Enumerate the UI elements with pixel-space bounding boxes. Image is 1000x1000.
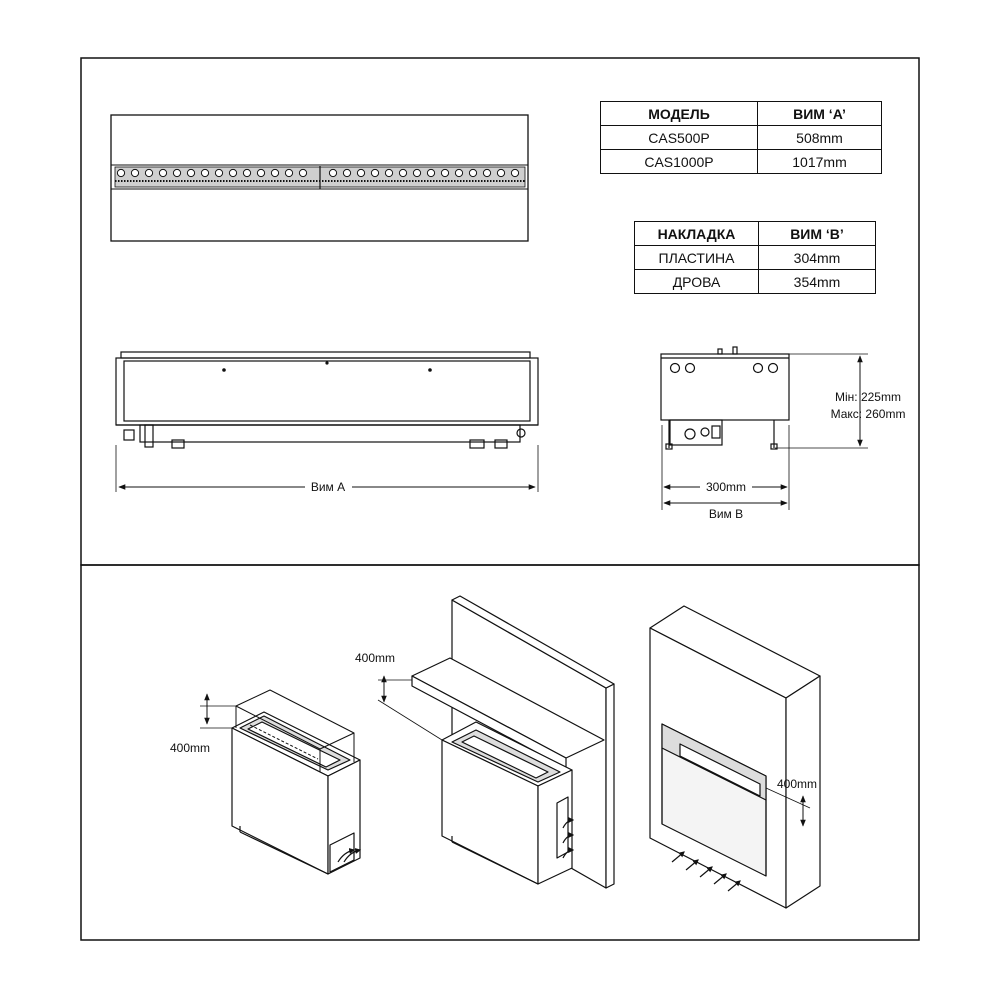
dim-b-header: ВИМ ‘B’ [759,222,876,246]
clearance-1-label: 400mm [170,741,211,755]
side-view-insert [661,347,868,510]
clearance-2-tick-bottom [378,700,442,740]
install-freestanding [232,690,360,874]
height-max-label: Макс: 260mm [830,407,906,421]
top-view-insert [111,115,528,241]
height-min-label: Мін: 225mm [835,390,901,404]
dim-a-cell: 1017mm [758,150,882,174]
overlay-header: НАКЛАДКА [635,222,759,246]
overlay-table [634,221,876,294]
install-wall-shelf [412,596,614,888]
depth-label: 300mm [705,480,747,494]
clearance-2-label: 400mm [355,651,396,665]
dim-a-cell: 508mm [758,126,882,150]
install-built-in [650,606,820,908]
clearance-3-label: 400mm [777,777,818,791]
overlay-cell: ДРОВА [635,270,759,294]
front-view-insert [116,352,538,492]
model-table [600,101,882,174]
model-header: МОДЕЛЬ [601,102,758,126]
model-cell: CAS1000P [601,150,758,174]
dim-a-label: Вим A [310,480,346,494]
overlay-cell: ПЛАСТИНА [635,246,759,270]
dim-b-label: Вим B [708,507,744,521]
dim-a-header: ВИМ ‘A’ [758,102,882,126]
dim-b-cell: 304mm [759,246,876,270]
dim-b-cell: 354mm [759,270,876,294]
model-cell: CAS500P [601,126,758,150]
